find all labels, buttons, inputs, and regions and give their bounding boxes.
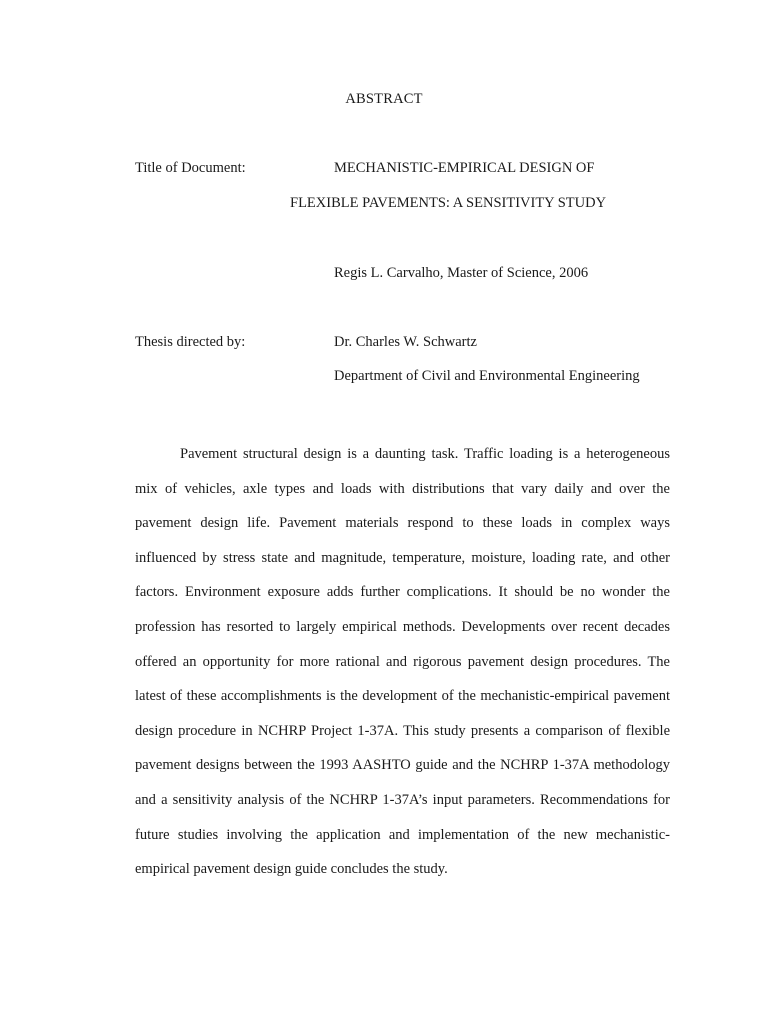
director-label: Thesis directed by:: [135, 334, 246, 350]
title-line-2: FLEXIBLE PAVEMENTS: A SENSITIVITY STUDY: [290, 195, 607, 211]
title-line-1: MECHANISTIC-EMPIRICAL DESIGN OF: [334, 160, 595, 176]
title-label: Title of Document:: [135, 160, 246, 176]
abstract-heading: ABSTRACT: [345, 91, 423, 107]
author-line: Regis L. Carvalho, Master of Science, 2006: [334, 265, 589, 281]
director-name: Dr. Charles W. Schwartz: [334, 334, 477, 350]
director-department: Department of Civil and Environmental Engineering: [334, 368, 640, 384]
abstract-paragraph: Pavement structural design is a daunting task. Traffic loading is a heterogeneous mix of vehicles, axle types and loads with distributions that vary daily and over the pavement design life. Pavement materials respond to these loads in complex ways influenced by stress state and magnitude, temperature, moisture, loading rate, and other factors. Environment exposure adds further complications. It should be no wonder the profession has resorted to largely empirical methods. Developments over recent decades offered an opportunity for more rational and rigorous pavement design procedures. The latest of these accomplishments is the development of the mechanistic-empirical pavement design procedure in NCHRP Project 1-37A. This study presents a comparison of flexible pavement designs between the 1993 AASHTO guide and the NCHRP 1-37A methodology and a sensitivity analysis of the NCHRP 1-37A’s input parameters. Recommendations for future studies involving the application and implementation of the new mechanistic-empirical pavement design guide concludes the study.: [135, 446, 670, 878]
